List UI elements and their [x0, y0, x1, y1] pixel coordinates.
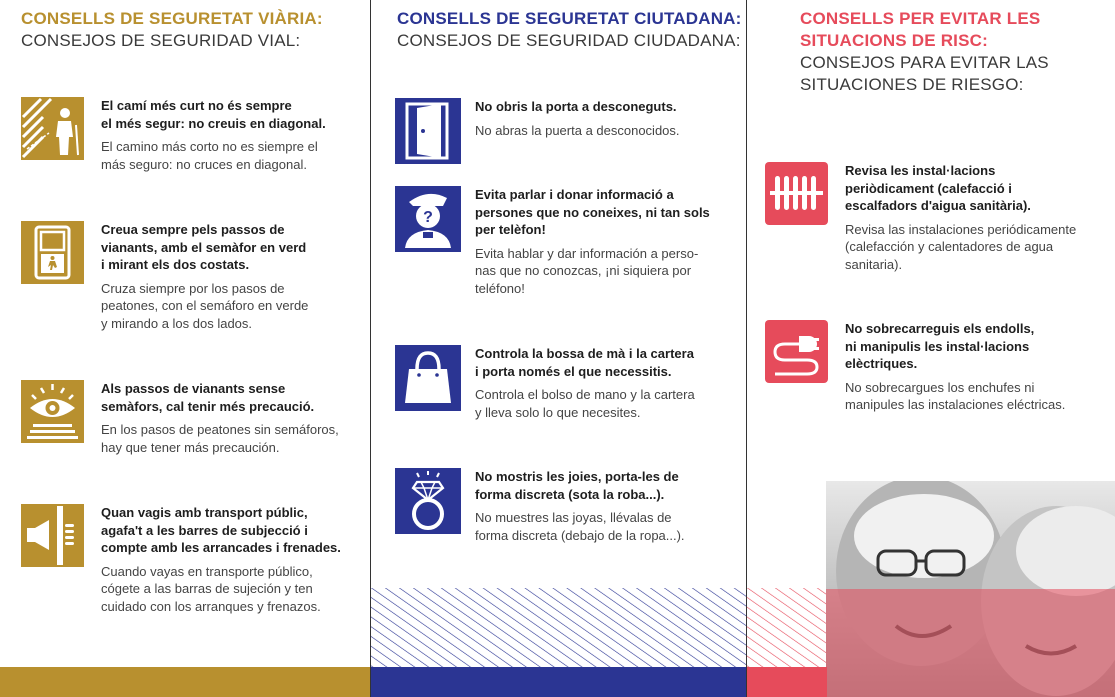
diamond-ring-icon [395, 468, 461, 534]
tip-bold-line: i porta només el que necessitis. [475, 363, 672, 379]
tip-bold-line: El camí més curt no és sempre [101, 98, 292, 113]
tip-normal-line: No abras la puerta a desconocidos. [475, 122, 680, 138]
tip-normal-line: Evita hablar y dar información a perso- [475, 245, 699, 261]
citizen-safety-title-ca: CONSELLS DE SEGURETAT CIUTADANA: [397, 9, 742, 28]
red-hatch-pattern [747, 588, 827, 667]
tip-normal-line: No muestres las joyas, llévalas de [475, 510, 672, 525]
tip-check-installations [765, 162, 1110, 277]
tip-bold-line: semàfors, cal tenir més precaució. [101, 398, 315, 414]
blue-footer-bar [371, 667, 746, 697]
tip-normal-line: Cruza siempre por los pasos de [101, 280, 285, 296]
tip-normal-line: En los pasos de peatones sin semáforos, [101, 422, 339, 437]
tip-bold-line: escalfadors d'aigua sanitària). [845, 198, 1031, 213]
tip-normal-line: forma discreta (debajo de la ropa...). [475, 527, 685, 543]
open-door-icon [395, 98, 461, 164]
tip-bold-line: periòdicament (calefacció i [845, 180, 1012, 196]
tip-text [101, 97, 369, 173]
handbag-icon [395, 345, 461, 411]
risk-header [800, 8, 1100, 96]
tip-text [475, 468, 743, 544]
tip-bold-line: ni manipulis les instal·lacions [845, 338, 1030, 354]
tip-text [845, 162, 1113, 273]
tip-electrical [765, 320, 1110, 420]
road-safety-title-es: CONSEJOS DE SEGURIDAD VIAL: [21, 31, 301, 50]
tip-bold-line: agafa't a les barres de subjecció i [101, 522, 308, 538]
tip-text [845, 320, 1113, 414]
citizen-safety-title-es: CONSEJOS DE SEGURIDAD CIUDADANA: [397, 31, 741, 50]
tip-normal-line: Controla el bolso de mano y la cartera [475, 387, 695, 402]
road-safety-column [0, 0, 370, 697]
tip-normal-line: Revisa las instalaciones periódicamente [845, 221, 1077, 237]
tip-normal-line: sanitaria). [845, 256, 903, 272]
traffic-light-icon [21, 221, 84, 284]
road-safety-header [21, 8, 323, 52]
stranger-question-icon [395, 186, 461, 252]
tip-bold-line: i mirant els dos costats. [101, 257, 250, 272]
tip-normal-line: más seguro: no cruces en diagonal. [101, 156, 307, 172]
citizen-safety-header [397, 8, 742, 52]
red-footer-bar [747, 667, 827, 697]
pedestrian-diagonal-icon [21, 97, 84, 160]
tip-bold-line: per telèfon! [475, 222, 546, 237]
citizen-safety-column [371, 0, 746, 697]
tip-text [475, 186, 743, 297]
tip-normal-line: y lleva solo lo que necesites. [475, 404, 641, 420]
tip-bold-line: Controla la bossa de mà i la cartera [475, 346, 694, 361]
risk-title-es: CONSEJOS PARA EVITAR LAS SITUACIONES DE RIESGO: [800, 53, 1049, 94]
elderly-couple-photo [826, 481, 1115, 697]
tip-public-transport [21, 504, 366, 624]
tip-diagonal-crossing [21, 97, 361, 187]
risk-situations-column [747, 0, 1115, 697]
tip-text [475, 98, 743, 139]
tip-normal-line: peatones, con el semáforo en verde [101, 298, 309, 313]
tip-bold-line: elèctriques. [845, 356, 918, 371]
tip-bold-line: No mostris les joies, porta-les de [475, 469, 679, 484]
tip-normal-line: y mirando a los dos lados. [101, 315, 253, 331]
tip-bold-line: el més segur: no creuis en diagonal. [101, 115, 326, 131]
tip-text [101, 504, 369, 615]
risk-title-ca: CONSELLS PER EVITAR LES SITUACIONS DE RISC: [800, 9, 1041, 50]
tip-normal-line: nas que no conozcas, ¡ni siquiera por [475, 263, 692, 278]
tip-bold-line: Creua sempre pels passos de [101, 222, 285, 237]
gold-footer-bar [0, 667, 370, 697]
tip-normal-line: teléfono! [475, 280, 525, 296]
tip-bold-line: forma discreta (sota la roba...). [475, 486, 665, 502]
bus-grab-bar-icon [21, 504, 84, 567]
tip-normal-line: hay que tener más precaución. [101, 439, 280, 455]
tip-door-strangers [395, 98, 740, 168]
tip-text [101, 221, 369, 332]
tip-talk-strangers [395, 186, 740, 301]
plug-icon [765, 320, 828, 383]
tip-bold-line: Quan vagis amb transport públic, [101, 505, 308, 520]
tip-normal-line: cógete a las barras de sujeción y ten [101, 581, 313, 596]
tip-normal-line: (calefacción y calentadores de agua [845, 239, 1054, 254]
tip-normal-line: manipules las instalaciones eléctricas. [845, 397, 1066, 412]
tip-bold-line: compte amb les arrancades i frenades. [101, 540, 341, 555]
tip-text [475, 345, 743, 421]
tip-normal-line: El camino más corto no es siempre el [101, 139, 318, 154]
radiator-icon [765, 162, 828, 225]
tip-handbag [395, 345, 740, 425]
tip-bold-line: persones que no coneixes, ni tan sols [475, 204, 710, 220]
tip-crosswalk-no-light [21, 380, 361, 470]
road-safety-title-ca: CONSELLS DE SEGURETAT VIÀRIA: [21, 9, 323, 28]
tip-normal-line: No sobrecargues los enchufes ni [845, 379, 1035, 395]
tip-normal-line: cuidado con los arranques y frenazos. [101, 598, 321, 614]
tip-crosswalk-green-light [21, 221, 361, 341]
blue-hatch-pattern [371, 588, 746, 667]
eye-crosswalk-icon [21, 380, 84, 443]
tip-bold-line: Revisa les instal·lacions [845, 163, 996, 178]
tip-bold-line: No sobrecarreguis els endolls, [845, 321, 1035, 336]
tip-bold-line: Als passos de vianants sense [101, 381, 286, 396]
tip-jewelry [395, 468, 740, 548]
tip-bold-line: No obris la porta a desconeguts. [475, 99, 677, 114]
tip-bold-line: Evita parlar i donar informació a [475, 187, 674, 202]
tip-text [101, 380, 369, 456]
svg-text:?: ? [423, 209, 433, 226]
tip-bold-line: vianants, amb el semàfor en verd [101, 239, 307, 255]
tip-normal-line: Cuando vayas en transporte público, [101, 563, 313, 579]
